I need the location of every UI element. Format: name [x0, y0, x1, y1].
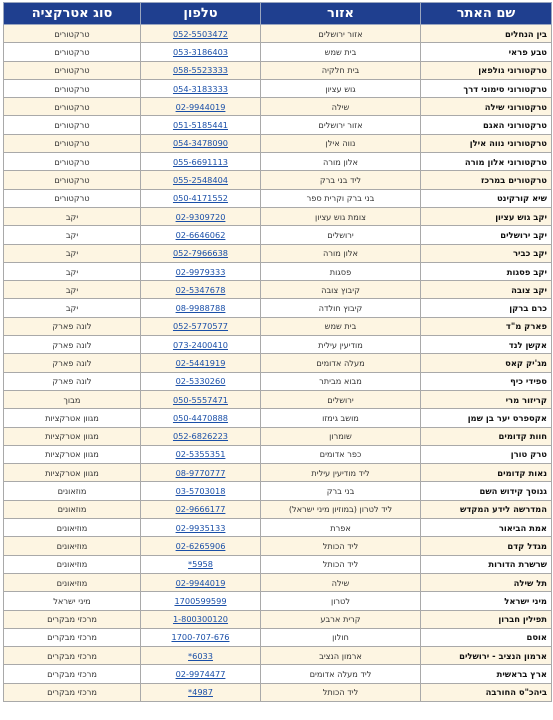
- table-row: [4, 98, 552, 116]
- phone-link[interactable]: 02-5355351: [175, 449, 226, 460]
- phone-cell: [141, 43, 261, 61]
- phone-cell: [141, 61, 261, 79]
- site-name-cell: טרק טורן: [421, 445, 552, 463]
- header-phone: טלפון: [141, 3, 261, 25]
- phone-link[interactable]: 02-5347678: [175, 284, 226, 295]
- site-name-cell: טרקטורים במרכז: [421, 171, 552, 189]
- table-row: [4, 372, 552, 390]
- phone-cell: [141, 25, 261, 43]
- site-name-cell: יקב כביר: [421, 244, 552, 262]
- phone-cell: [141, 665, 261, 683]
- attraction-type-cell: מגוון אטרקציות: [4, 464, 141, 482]
- phone-cell: [141, 573, 261, 591]
- table-row: [4, 171, 552, 189]
- phone-cell: [141, 409, 261, 427]
- area-cell: מושב גימזו: [261, 409, 421, 427]
- attraction-type-cell: מוזיאונים: [4, 555, 141, 573]
- table-row: [4, 336, 552, 354]
- site-name-cell: אוסם: [421, 628, 552, 646]
- phone-link[interactable]: 08-9988788: [175, 303, 226, 314]
- area-cell: אלון מורה: [261, 244, 421, 262]
- phone-cell: [141, 336, 261, 354]
- phone-cell: [141, 445, 261, 463]
- phone-link[interactable]: 1-800300120: [172, 614, 229, 625]
- table-header-row: [4, 3, 552, 25]
- area-cell: מודיעין עילית: [261, 336, 421, 354]
- phone-cell: [141, 519, 261, 537]
- phone-cell: [141, 98, 261, 116]
- table-row: [4, 134, 552, 152]
- site-name-cell: תל שילה: [421, 573, 552, 591]
- phone-link[interactable]: 02-5441919: [175, 357, 226, 368]
- area-cell: מבוא מביתר: [261, 372, 421, 390]
- site-name-cell: שיא קורקינט: [421, 189, 552, 207]
- phone-cell: [141, 500, 261, 518]
- site-name-cell: טרקטורוני סימוני דרך: [421, 79, 552, 97]
- attraction-type-cell: טרקטורים: [4, 134, 141, 152]
- site-name-cell: בין הנחלים: [421, 25, 552, 43]
- attractions-table: [3, 2, 552, 702]
- phone-cell: [141, 153, 261, 171]
- site-name-cell: כרם ברקן: [421, 299, 552, 317]
- attraction-type-cell: מוזיאונים: [4, 573, 141, 591]
- phone-link[interactable]: 03-5703018: [175, 486, 226, 497]
- area-cell: גוש עציון: [261, 79, 421, 97]
- attraction-type-cell: יקב: [4, 262, 141, 280]
- area-cell: ליד בני ברק: [261, 171, 421, 189]
- phone-link[interactable]: 055-6691113: [172, 156, 229, 167]
- attraction-type-cell: טרקטורים: [4, 43, 141, 61]
- table-row: [4, 281, 552, 299]
- table-row: [4, 153, 552, 171]
- site-name-cell: מיני ישראל: [421, 592, 552, 610]
- table-row: [4, 43, 552, 61]
- phone-link[interactable]: 02-9309720: [175, 211, 226, 222]
- phone-cell: [141, 244, 261, 262]
- phone-cell: [141, 647, 261, 665]
- phone-link[interactable]: 058-5523333: [172, 65, 229, 76]
- area-cell: ארמון הנציב: [261, 647, 421, 665]
- area-cell: בני ברק וקרית ספר: [261, 189, 421, 207]
- table-row: [4, 665, 552, 683]
- area-cell: אפרת: [261, 519, 421, 537]
- area-cell: נווה אילן: [261, 134, 421, 152]
- area-cell: קרית ארבע: [261, 610, 421, 628]
- phone-cell: [141, 134, 261, 152]
- area-cell: ירושלים: [261, 390, 421, 408]
- table-row: [4, 262, 552, 280]
- attraction-type-cell: טרקטורים: [4, 25, 141, 43]
- site-name-cell: חוות קדומים: [421, 427, 552, 445]
- site-name-cell: טרקטורוני האגם: [421, 116, 552, 134]
- phone-link[interactable]: 050-4470888: [172, 412, 229, 423]
- attraction-type-cell: מרכזי מבקרים: [4, 610, 141, 628]
- table-row: [4, 427, 552, 445]
- phone-cell: [141, 592, 261, 610]
- table-row: [4, 354, 552, 372]
- area-cell: ליד לטרון (במוזיון מיני ישראל): [261, 500, 421, 518]
- phone-link[interactable]: 02-9944019: [175, 101, 226, 112]
- table-row: [4, 647, 552, 665]
- area-cell: מעלה אדומים: [261, 354, 421, 372]
- phone-link[interactable]: 053-3186403: [172, 46, 229, 57]
- area-cell: אלון מורה: [261, 153, 421, 171]
- phone-link[interactable]: 02-9666177: [175, 504, 226, 515]
- area-cell: לטרון: [261, 592, 421, 610]
- site-name-cell: טרקטורוני שילה: [421, 98, 552, 116]
- attraction-type-cell: יקב: [4, 299, 141, 317]
- area-cell: בית שמש: [261, 43, 421, 61]
- site-name-cell: שרשרת הדורות: [421, 555, 552, 573]
- attraction-type-cell: מוזאונים: [4, 482, 141, 500]
- area-cell: ליד מעלה אדומים: [261, 665, 421, 683]
- table-row: [4, 390, 552, 408]
- attraction-type-cell: מבוך: [4, 390, 141, 408]
- phone-cell: [141, 281, 261, 299]
- area-cell: ליד מודיעין עילית: [261, 464, 421, 482]
- area-cell: ליד הכותל: [261, 555, 421, 573]
- table-row: [4, 464, 552, 482]
- phone-cell: [141, 299, 261, 317]
- phone-link[interactable]: 02-9974477: [175, 669, 226, 680]
- site-name-cell: תפילין חברון: [421, 610, 552, 628]
- phone-cell: [141, 79, 261, 97]
- area-cell: אזור ירושלים: [261, 116, 421, 134]
- area-cell: שילה: [261, 573, 421, 591]
- table-row: [4, 610, 552, 628]
- attraction-type-cell: טרקטורים: [4, 61, 141, 79]
- phone-link[interactable]: 050-5557471: [172, 394, 229, 405]
- attraction-type-cell: טרקטורים: [4, 171, 141, 189]
- phone-cell: [141, 262, 261, 280]
- phone-cell: [141, 628, 261, 646]
- site-name-cell: קריזור מרי: [421, 390, 552, 408]
- table-row: [4, 445, 552, 463]
- table-row: [4, 409, 552, 427]
- site-name-cell: יקב פסגות: [421, 262, 552, 280]
- phone-link[interactable]: 073-2400410: [172, 339, 229, 350]
- area-cell: בית שמש: [261, 317, 421, 335]
- phone-cell: [141, 189, 261, 207]
- phone-link[interactable]: 052-6826223: [172, 431, 229, 442]
- phone-cell: [141, 683, 261, 701]
- site-name-cell: יקב ירושלים: [421, 226, 552, 244]
- area-cell: צומת גוש עציון: [261, 207, 421, 225]
- phone-link[interactable]: 1700599599: [174, 595, 227, 606]
- table-row: [4, 244, 552, 262]
- site-name-cell: מג'יק קאס: [421, 354, 552, 372]
- site-name-cell: פארק מ"ד: [421, 317, 552, 335]
- attraction-type-cell: יקב: [4, 244, 141, 262]
- table-row: [4, 628, 552, 646]
- table-row: [4, 592, 552, 610]
- attraction-type-cell: מרכזי מבקרים: [4, 665, 141, 683]
- phone-cell: [141, 555, 261, 573]
- attraction-type-cell: לונה פארק: [4, 317, 141, 335]
- site-name-cell: נאות קדומים: [421, 464, 552, 482]
- attraction-type-cell: מוזיאונים: [4, 519, 141, 537]
- site-name-cell: מגדל קדם: [421, 537, 552, 555]
- table-row: [4, 207, 552, 225]
- attraction-type-cell: מוזאונים: [4, 500, 141, 518]
- site-name-cell: טרקטורוני נווה אילן: [421, 134, 552, 152]
- table-row: [4, 555, 552, 573]
- attraction-type-cell: מיני ישראל: [4, 592, 141, 610]
- attraction-type-cell: לונה פארק: [4, 336, 141, 354]
- phone-cell: [141, 354, 261, 372]
- phone-link[interactable]: 055-2548404: [172, 175, 229, 186]
- table-row: [4, 25, 552, 43]
- phone-link[interactable]: 08-9770777: [175, 467, 226, 478]
- table-body: [4, 25, 552, 702]
- area-cell: קיבוץ חולדה: [261, 299, 421, 317]
- phone-cell: [141, 482, 261, 500]
- attraction-type-cell: יקב: [4, 226, 141, 244]
- phone-link[interactable]: 02-6265906: [175, 540, 226, 551]
- attraction-type-cell: מגוון אטרקציות: [4, 409, 141, 427]
- phone-link[interactable]: 02-9944019: [175, 577, 226, 588]
- table-row: [4, 61, 552, 79]
- table-row: [4, 482, 552, 500]
- site-name-cell: אקשן לנד: [421, 336, 552, 354]
- table-row: [4, 519, 552, 537]
- area-cell: שילה: [261, 98, 421, 116]
- phone-link[interactable]: 052-7966638: [172, 248, 229, 259]
- area-cell: כפר אדומים: [261, 445, 421, 463]
- site-name-cell: ארמון הנציב - ירושלים: [421, 647, 552, 665]
- phone-cell: [141, 207, 261, 225]
- phone-cell: [141, 116, 261, 134]
- table-row: [4, 500, 552, 518]
- attraction-type-cell: טרקטורים: [4, 116, 141, 134]
- site-name-cell: גנוסך קידוש השם: [421, 482, 552, 500]
- phone-link[interactable]: 1700-707-676: [171, 632, 230, 643]
- site-name-cell: טבע פראי: [421, 43, 552, 61]
- attraction-type-cell: טרקטורים: [4, 79, 141, 97]
- table-row: [4, 573, 552, 591]
- site-name-cell: יקב גוש עציון: [421, 207, 552, 225]
- area-cell: אזור ירושלים: [261, 25, 421, 43]
- phone-link[interactable]: *4987: [188, 687, 213, 698]
- phone-cell: [141, 610, 261, 628]
- phone-link[interactable]: 02-9935133: [175, 522, 226, 533]
- table-row: [4, 537, 552, 555]
- phone-cell: [141, 171, 261, 189]
- table-row: [4, 317, 552, 335]
- site-name-cell: אקספרס יער בן שמן: [421, 409, 552, 427]
- phone-cell: [141, 226, 261, 244]
- area-cell: חולון: [261, 628, 421, 646]
- phone-cell: [141, 372, 261, 390]
- attraction-type-cell: מגוון אטרקציות: [4, 427, 141, 445]
- attraction-type-cell: לונה פארק: [4, 354, 141, 372]
- area-cell: שומרון: [261, 427, 421, 445]
- table-row: [4, 299, 552, 317]
- phone-link[interactable]: 052-5503472: [172, 28, 229, 39]
- attraction-type-cell: טרקטורים: [4, 189, 141, 207]
- site-name-cell: ביהכ"ס החורבה: [421, 683, 552, 701]
- table-row: [4, 116, 552, 134]
- area-cell: קיבוץ צובה: [261, 281, 421, 299]
- site-name-cell: טרקטורוני גולפאן: [421, 61, 552, 79]
- site-name-cell: המדרשה לידע המקדש: [421, 500, 552, 518]
- phone-link[interactable]: 054-3478090: [172, 138, 229, 149]
- area-cell: ירושלים: [261, 226, 421, 244]
- attractions-table-container: [3, 2, 551, 702]
- table-row: [4, 683, 552, 701]
- attraction-type-cell: מוזיאונים: [4, 537, 141, 555]
- attraction-type-cell: מגוון אטרקציות: [4, 445, 141, 463]
- phone-cell: [141, 390, 261, 408]
- phone-cell: [141, 427, 261, 445]
- table-row: [4, 189, 552, 207]
- site-name-cell: ספידי כיף: [421, 372, 552, 390]
- phone-link[interactable]: *6033: [188, 650, 213, 661]
- table-row: [4, 226, 552, 244]
- phone-link[interactable]: 02-5330260: [175, 376, 226, 387]
- area-cell: בית חלקיה: [261, 61, 421, 79]
- phone-link[interactable]: 02-6646062: [175, 229, 226, 240]
- phone-link[interactable]: 054-3183333: [172, 83, 229, 94]
- attraction-type-cell: מרכזי מבקרים: [4, 628, 141, 646]
- site-name-cell: אמת הביאור: [421, 519, 552, 537]
- header-attraction-type: סוג אטרקציה: [4, 3, 141, 25]
- attraction-type-cell: טרקטורים: [4, 153, 141, 171]
- area-cell: פסגות: [261, 262, 421, 280]
- header-site-name: שם האתר: [421, 3, 552, 25]
- phone-link[interactable]: *5958: [188, 559, 213, 570]
- attraction-type-cell: לונה פארק: [4, 372, 141, 390]
- area-cell: בני ברק: [261, 482, 421, 500]
- attraction-type-cell: טרקטורים: [4, 98, 141, 116]
- attraction-type-cell: מרכזי מבקרים: [4, 647, 141, 665]
- attraction-type-cell: יקב: [4, 207, 141, 225]
- phone-link[interactable]: 02-9979333: [175, 266, 226, 277]
- site-name-cell: יקב צובה: [421, 281, 552, 299]
- site-name-cell: טרקטורוני אלון מורה: [421, 153, 552, 171]
- phone-link[interactable]: 051-5185441: [172, 120, 229, 131]
- phone-link[interactable]: 052-5770577: [172, 321, 229, 332]
- area-cell: ליד הכותל: [261, 537, 421, 555]
- phone-cell: [141, 537, 261, 555]
- phone-cell: [141, 464, 261, 482]
- attraction-type-cell: מרכזי מבקרים: [4, 683, 141, 701]
- header-area: אזור: [261, 3, 421, 25]
- attraction-type-cell: יקב: [4, 281, 141, 299]
- phone-link[interactable]: 050-4171552: [172, 193, 229, 204]
- site-name-cell: ארץ בראשית: [421, 665, 552, 683]
- table-row: [4, 79, 552, 97]
- phone-cell: [141, 317, 261, 335]
- area-cell: ליד הכותל: [261, 683, 421, 701]
